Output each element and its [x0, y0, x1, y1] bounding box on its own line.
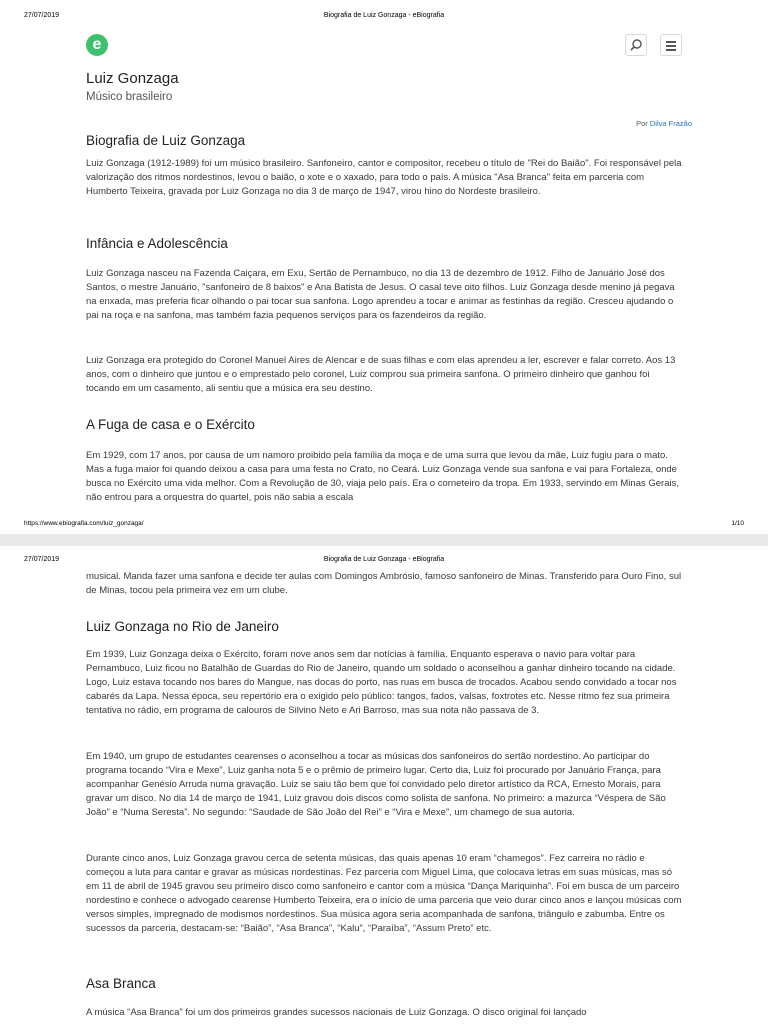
- heading-infancia: Infância e Adolescência: [86, 236, 228, 251]
- paragraph-infancia-1: Luiz Gonzaga nasceu na Fazenda Caiçara, em Exu, Sertão de Pernambuco, no dia 13 de dezembro de 1912. Filho de Januário José dos Santos, o mestre Januário, "sanfoneiro de 8 baixos" e Ana Batista de Jesus. O casal teve oito filhos. Luiz Gonzaga desde menino já pegava na enxada, mas preferia ficar olhando o pai tocar sua sanfona. Logo aprendeu a tocar e animar as festinhas da região. Cresceu ajudando o pai na roça e na sanfona, mas também fazia pequenos serviços para os fazendeiros da região.: [86, 268, 675, 321]
- heading-fuga: A Fuga de casa e o Exército: [86, 417, 255, 432]
- paragraph-rio-3: Durante cinco anos, Luiz Gonzaga gravou cerca de setenta músicas, das quais apenas 10 eram “chamegos”. Fez carreira no rádio e começou a luta para cantar e gravar as músicas nordestinas. Fez parceria com Miguel Lima, que colocava letras em suas músicas, mas só em 11 de abril de 1945 gravou seu primeiro disco como sanfoneiro e cantor com a música “Dança Mariquinha”. Foi em busca de um parceiro nordestino e conhece o advogado cearense Humberto Teixeira, era o início de uma parceria que veio durar cinco anos e lançou músicas com versos simples, impregnado de modismos nordestinos. Sua música agora seria acompanhada de sanfona, triângulo e zabumba. Entre os sucessos da parceria, destacam-se: “Baião”, “Asa Branca”, “Kalu”, “Paraíba”, “Assum Preto” etc.: [86, 853, 682, 934]
- search-button[interactable]: [625, 34, 647, 56]
- author-prefix: Por: [636, 119, 648, 128]
- print-page-2: [0, 546, 768, 1024]
- paragraph-asa-1: A música “Asa Branca” foi um dos primeiros grandes sucessos nacionais de Luiz Gonzaga. O disco original foi lançado: [86, 1007, 587, 1018]
- print-date: 27/07/2019: [24, 12, 60, 19]
- print-title: Biografia de Luiz Gonzaga - eBiografia: [323, 12, 445, 19]
- menu-button[interactable]: [660, 34, 682, 56]
- paragraph-infancia-2: Luiz Gonzaga era protegido do Coronel Manuel Aires de Alencar e de suas filhas e com elas aprendeu a ler, escrever e falar correto. Aos 13 anos, com o dinheiro que juntou e o emprestado pelo coronel, Luiz comprou sua primeira sanfona. O primeiro dinheiro que ganhou foi tocando em um casamento, ali sentiu que a música era seu destino.: [86, 355, 676, 394]
- search-icon: [626, 35, 646, 55]
- print-date-2: 27/07/2019: [24, 556, 60, 563]
- print-page-number: 1/10: [731, 520, 744, 527]
- ebiografia-logo[interactable]: e: [86, 34, 108, 56]
- paragraph-rio-1: Em 1939, Luiz Gonzaga deixa o Exército, foram nove anos sem dar notícias à família. Enquanto esperava o navio para voltar para Pernambuco, Luiz ficou no Batalhão de Guardas do Rio de Janeiro, quando um soldado o aconselhou a ganhar dinheiro tocando na cidade. Logo, Luiz estava tocando nos bares do Mangue, nas docas do porto, nas ruas em busca de trocados. Acabou sendo convidado a tocar nos cabarés da Lapa. Nessa época, seu repertório era o exigido pelo público: tangos, fados, valsas, foxtrotes etc. Nesse ritmo fez sua primeira tentativa no rádio, em programa de calouros de Silvino Neto e Ari Barroso, mas sua nota não passava de 3.: [86, 649, 677, 716]
- heading-biografia: Biografia de Luiz Gonzaga: [86, 133, 246, 148]
- page-subtitle: Músico brasileiro: [86, 91, 173, 103]
- paragraph-rio-2: Em 1940, um grupo de estudantes cearenses o aconselhou a tocar as músicas dos sanfoneiros do sertão nordestino. Ao participar do programa tocando “Vira e Mexe”, Luiz ganha nota 5 e o prêmio de primeiro lugar. Certo dia, Luiz foi procurado por Januário França, para acompanhar Genésio Arruda numa gravação. Luiz se saiu tão bem que foi convidado pelo diretor artístico da RCA, Ernesto Morais, para gravar um disco. No dia 14 de março de 1941, Luiz gravou dois discos como solista de sanfona. No primeiro: a mazurca “Véspera de São João” e “Numa Seresta”. No segundo: “Saudade de São João del Rei” e “Vira e Mexe”, um chamego de sua autoria.: [86, 751, 666, 818]
- heading-asa-branca: Asa Branca: [86, 976, 156, 991]
- paragraph-fuga-cont: musical. Manda fazer uma sanfona e decide ter aulas com Domingos Ambrósio, famoso sanfoneiro de Minas. Transferido para Ouro Fino, sul de Minas, tocou pela primeira vez em um clube.: [86, 571, 682, 596]
- page-title: Luiz Gonzaga: [86, 70, 179, 87]
- author-line: [636, 119, 692, 128]
- paragraph-bio: Luiz Gonzaga (1912-1989) foi um músico brasileiro. Sanfoneiro, cantor e compositor, recebeu o título de "Rei do Baião". Foi responsável pela valorização dos ritmos nordestinos, levou o baião, o xote e o xaxado, para todo o país. A música "Asa Branca" feita em parceria com Humberto Teixeira, gravada por Luiz Gonzaga no dia 3 de março de 1947, virou hino do Nordeste brasileiro.: [86, 158, 682, 197]
- paragraph-fuga-1: Em 1929, com 17 anos, por causa de um namoro proibido pela família da moça e de uma surra que levou da mãe, Luiz fugiu para o mato. Mas a fuga maior foi quando deixou a casa para uma festa no Crato, no Ceará. Luiz Gonzaga vende sua sanfona e vai para Fortaleza, onde busca no Exército uma vida melhor. Com a Revolução de 30, viaja pelo país. Era o corneteiro da tropa. Em 1933, servindo em Minas Gerais, não entrou para a orquestra do quartel, pois não sabia a escala: [86, 450, 679, 503]
- print-url: https://www.ebiografia.com/luiz_gonzaga/: [24, 520, 144, 527]
- print-title-2: Biografia de Luiz Gonzaga - eBiografia: [323, 556, 445, 563]
- author-link[interactable]: Dilva Frazão: [649, 119, 692, 128]
- heading-rio: Luiz Gonzaga no Rio de Janeiro: [86, 619, 279, 634]
